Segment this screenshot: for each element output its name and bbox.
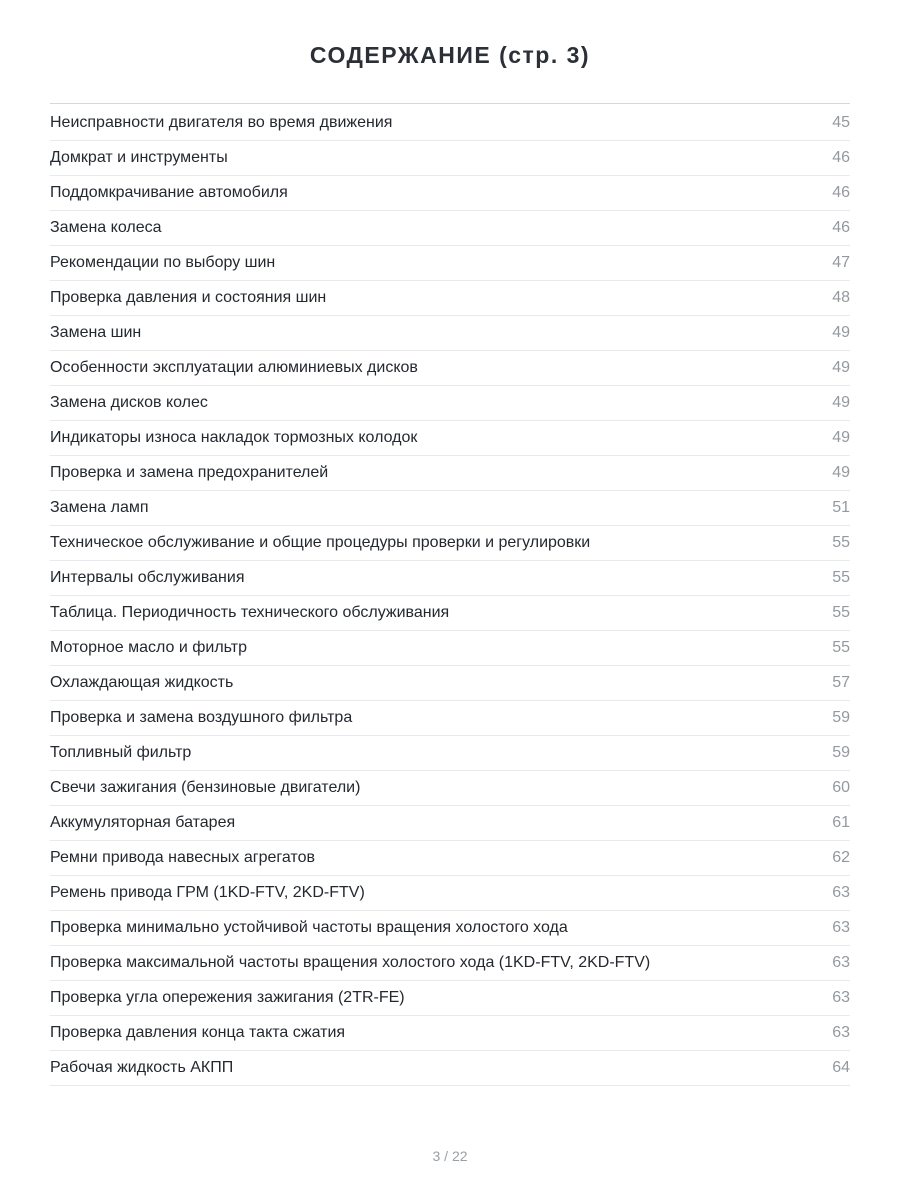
- toc-row[interactable]: [50, 806, 850, 841]
- toc-entry-label: Аккумуляторная батарея: [50, 814, 236, 831]
- toc-entry-page: 63: [832, 989, 850, 1006]
- toc-entry-label: Проверка и замена предохранителей: [50, 464, 329, 481]
- toc-entry-page: 46: [832, 184, 850, 201]
- toc-entry-page: 62: [832, 849, 850, 866]
- toc-row[interactable]: [50, 491, 850, 526]
- toc-entry-page: 46: [832, 219, 850, 236]
- toc-entry-page: 63: [832, 1024, 850, 1041]
- toc-row[interactable]: [50, 876, 850, 911]
- title-divider: [50, 103, 850, 104]
- toc-entry-label: Домкрат и инструменты: [50, 149, 228, 166]
- toc-entry-page: 63: [832, 954, 850, 971]
- toc-row[interactable]: [50, 316, 850, 351]
- toc-entry-page: 49: [832, 324, 850, 341]
- toc-entry-label: Замена шин: [50, 324, 142, 341]
- toc-entry-page: 63: [832, 919, 850, 936]
- toc-row[interactable]: [50, 596, 850, 631]
- toc-entry-label: Рекомендации по выбору шин: [50, 254, 276, 271]
- toc-entry-page: 60: [832, 779, 850, 796]
- toc-entry-page: 63: [832, 884, 850, 901]
- toc-row[interactable]: [50, 666, 850, 701]
- toc-entry-page: 48: [832, 289, 850, 306]
- toc-row[interactable]: [50, 1016, 850, 1051]
- toc-row[interactable]: [50, 351, 850, 386]
- toc-entry-page: 49: [832, 394, 850, 411]
- toc-row[interactable]: [50, 281, 850, 316]
- page-indicator: 3 / 22: [432, 1148, 468, 1164]
- toc-entry-label: Техническое обслуживание и общие процедуры проверки и регулировки: [50, 534, 591, 551]
- toc-entry-label: Индикаторы износа накладок тормозных колодок: [50, 429, 418, 446]
- toc-entry-page: 49: [832, 359, 850, 376]
- toc-entry-label: Топливный фильтр: [50, 744, 192, 761]
- toc-row[interactable]: [50, 981, 850, 1016]
- toc-entry-page: 55: [832, 639, 850, 656]
- toc-entry-page: 59: [832, 744, 850, 761]
- toc-entry-label: Охлаждающая жидкость: [50, 674, 234, 691]
- toc-entry-page: 55: [832, 604, 850, 621]
- toc-entry-label: Проверка максимальной частоты вращения холостого хода (1KD-FTV, 2KD-FTV): [50, 954, 651, 971]
- toc-row[interactable]: [50, 946, 850, 981]
- toc-row[interactable]: [50, 106, 850, 141]
- toc-entry-label: Особенности эксплуатации алюминиевых дисков: [50, 359, 418, 376]
- toc-entry-label: Рабочая жидкость АКПП: [50, 1059, 234, 1076]
- toc-entry-page: 46: [832, 149, 850, 166]
- toc-entry-label: Замена колеса: [50, 219, 162, 236]
- toc-entry-label: Интервалы обслуживания: [50, 569, 245, 586]
- toc-entry-page: 57: [832, 674, 850, 691]
- toc-entry-label: Поддомкрачивание автомобиля: [50, 184, 288, 201]
- toc-entry-page: 64: [832, 1059, 850, 1076]
- toc-row[interactable]: [50, 246, 850, 281]
- toc-entry-page: 59: [832, 709, 850, 726]
- toc-entry-label: Свечи зажигания (бензиновые двигатели): [50, 779, 361, 796]
- toc-list: [50, 106, 850, 1086]
- toc-row[interactable]: [50, 141, 850, 176]
- toc-entry-page: 49: [832, 429, 850, 446]
- toc-entry-label: Таблица. Периодичность технического обслуживания: [50, 604, 450, 621]
- toc-row[interactable]: [50, 701, 850, 736]
- toc-row[interactable]: [50, 526, 850, 561]
- toc-entry-label: Ремни привода навесных агрегатов: [50, 849, 315, 866]
- toc-entry-page: 55: [832, 569, 850, 586]
- toc-entry-label: Неисправности двигателя во время движения: [50, 114, 393, 131]
- page-title: СОДЕРЖАНИЕ (стр. 3): [309, 42, 591, 68]
- toc-row[interactable]: [50, 911, 850, 946]
- toc-entry-page: 51: [832, 499, 850, 516]
- toc-entry-label: Проверка угла опережения зажигания (2TR-FE): [50, 989, 405, 1006]
- toc-entry-label: Проверка давления и состояния шин: [50, 289, 327, 306]
- toc-entry-label: Ремень привода ГРМ (1KD-FTV, 2KD-FTV): [50, 884, 365, 901]
- toc-entry-label: Проверка давления конца такта сжатия: [50, 1024, 346, 1041]
- toc-entry-page: 45: [832, 114, 850, 131]
- toc-entry-page: 55: [832, 534, 850, 551]
- toc-row[interactable]: [50, 211, 850, 246]
- toc-entry-label: Замена дисков колес: [50, 394, 208, 411]
- toc-row[interactable]: [50, 176, 850, 211]
- toc-entry-label: Проверка и замена воздушного фильтра: [50, 709, 353, 726]
- toc-row[interactable]: [50, 736, 850, 771]
- toc-row[interactable]: [50, 456, 850, 491]
- toc-row[interactable]: [50, 841, 850, 876]
- toc-row[interactable]: [50, 771, 850, 806]
- toc-entry-page: 47: [832, 254, 850, 271]
- toc-row[interactable]: [50, 386, 850, 421]
- toc-entry-label: Моторное масло и фильтр: [50, 639, 247, 656]
- toc-row[interactable]: [50, 421, 850, 456]
- toc-entry-page: 49: [832, 464, 850, 481]
- toc-row[interactable]: [50, 561, 850, 596]
- toc-row[interactable]: [50, 1051, 850, 1086]
- toc-entry-label: Проверка минимально устойчивой частоты вращения холостого хода: [50, 919, 568, 936]
- toc-row[interactable]: [50, 631, 850, 666]
- toc-entry-label: Замена ламп: [50, 499, 149, 516]
- toc-entry-page: 61: [832, 814, 850, 831]
